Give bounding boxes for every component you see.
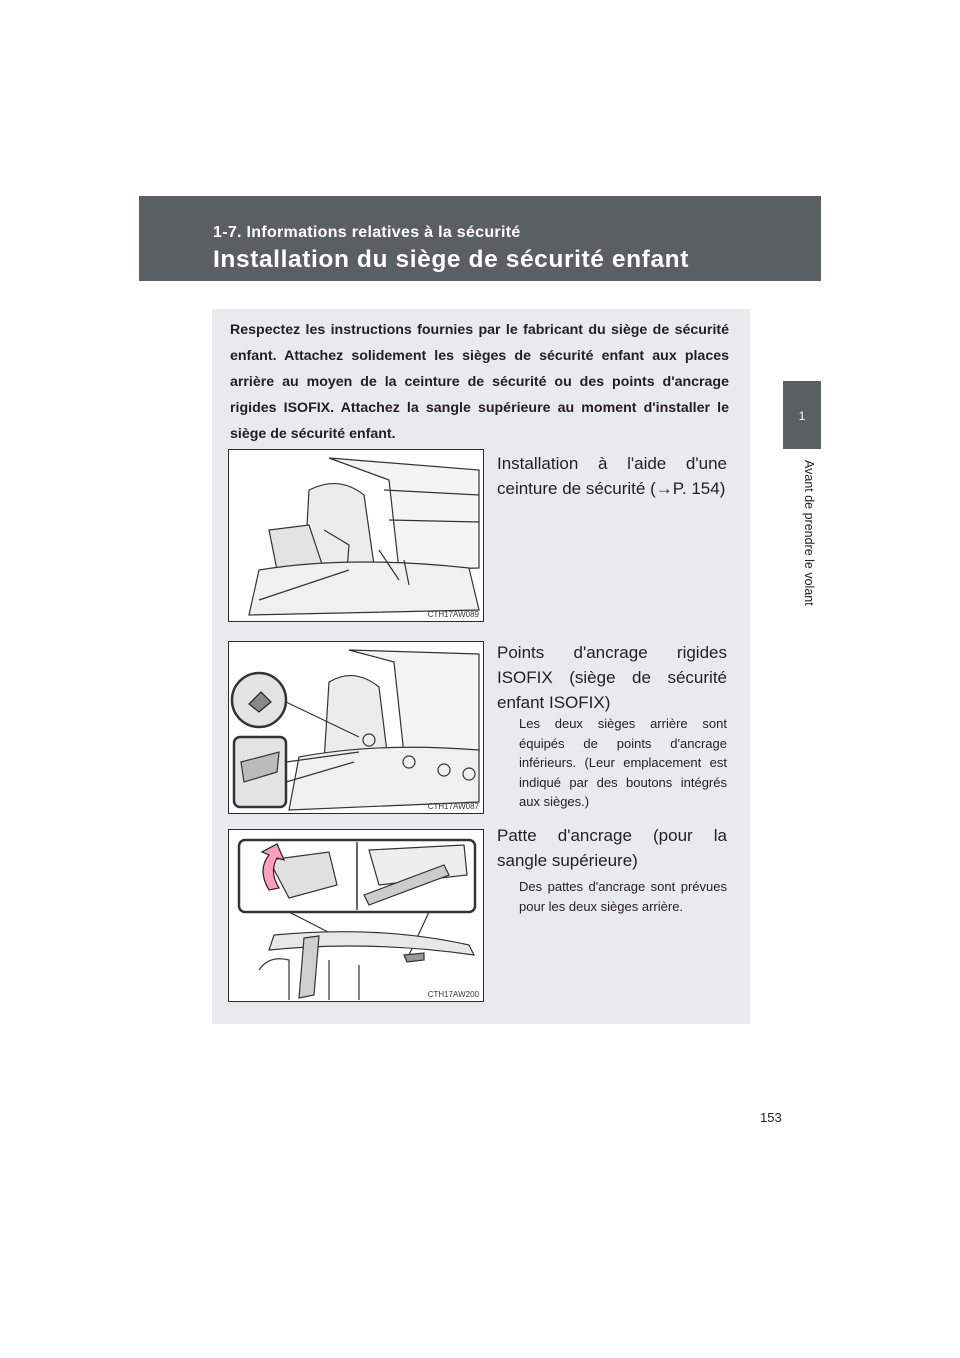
intro-paragraph: Respectez les instructions fournies par le fabricant du siège de sécurité enfant. Attachez solidement les sièges de sécurité enfant aux places arrière au moyen de la ceinture de sécurité ou des points d'ancrage rigides ISOFIX. Attachez la sangle supérieure au moment d'installer le siège de sécurité enfant. xyxy=(230,322,729,442)
image-code: CTH17AW087 xyxy=(427,802,479,811)
chapter-tab xyxy=(783,381,821,449)
chapter-tab-number: 1 xyxy=(798,409,806,423)
section-label: 1-7. Informations relatives à la sécurité xyxy=(213,224,521,241)
seatbelt-install-illustration xyxy=(228,449,484,622)
item-title-top-tether: Patte d'ancrage (pour la sangle supérieure) xyxy=(497,826,727,870)
item-title-seatbelt: Installation à l'aide d'une ceinture de sécurité (→P. 154) xyxy=(497,454,727,498)
top-tether-illustration xyxy=(228,829,484,1002)
chapter-header xyxy=(139,196,821,281)
item-description-top-tether: Des pattes d'ancrage sont prévues pour les deux sièges arrière. xyxy=(519,879,727,914)
isofix-illustration xyxy=(228,641,484,814)
page-number: 153 xyxy=(760,1110,782,1125)
image-code: CTH17AW200 xyxy=(427,990,479,999)
page-title: Installation du siège de sécurité enfant xyxy=(213,246,689,273)
item-title-isofix: Points d'ancrage rigides ISOFIX (siège de sécurité enfant ISOFIX) xyxy=(497,643,727,712)
image-code: CTH17AW089 xyxy=(427,610,479,619)
content-box xyxy=(212,309,750,1024)
chapter-caption: Avant de prendre le volant xyxy=(802,460,816,606)
item-description-isofix: Les deux sièges arrière sont équipés de points d'ancrage inférieurs. (Leur emplacement est indiqué par des boutons intégrés aux sièges.) xyxy=(519,716,727,809)
